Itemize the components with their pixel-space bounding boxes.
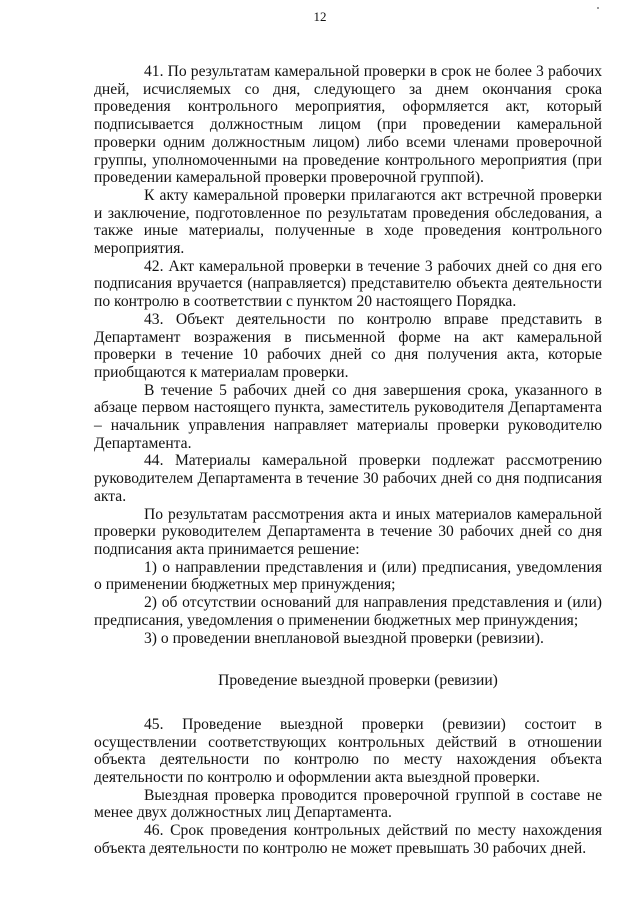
document-body — [94, 63, 602, 858]
decision-item-1: 1) о направлении представления и (или) предписания, уведомления о применении бюджетных мер принуждения; — [94, 558, 602, 594]
paragraph-42: 42. Акт камеральной проверки в течение 3 рабочих дней со дня его подписания вручается (направляется) представителю объекта деятельности по контролю в соответствии с пунктом 20 настоящего Порядка. — [94, 257, 602, 311]
paragraph-41: 41. По результатам камеральной проверки в срок не более 3 рабочих дней, исчисляемых со дня, следующего за днем окончания срока проведения контрольного мероприятия, оформляется акт, который подписывается должностным лицом (при проведении камеральной проверки одним должностным лицом) либо всеми членами проверочной группы, уполномоченными на проведение контрольного мероприятия (при проведении камеральной проверки проверочной группой). — [94, 63, 602, 187]
decision-item-2: 2) об отсутствии оснований для направления представления и (или) предписания, уведомления о применении бюджетных мер принуждения; — [94, 594, 602, 629]
paragraph-45-group: Выездная проверка проводится проверочной группой в составе не менее двух должностных лиц Департамента. — [94, 786, 602, 822]
paragraph-43: 43. Объект деятельности по контролю вправе представить в Департамент возражения в письменной форме на акт камеральной проверки в течение 10 рабочих дней со дня получения акта, которые приобщаются к материалам проверки. — [94, 310, 602, 381]
paragraph-45: 45. Проведение выездной проверки (ревизии) состоит в осуществлении соответствующих контрольных действий в отношении объекта деятельности по контролю по месту нахождения объекта деятельности по контролю и оформлении акта выездной проверки. — [94, 715, 602, 787]
paragraph-44-decision: По результатам рассмотрения акта и иных материалов камеральной проверки руководителем Департамента в течение 30 рабочих дней со дня подписания акта принимается решение: — [94, 505, 602, 558]
paragraph-41-attachments: К акту камеральной проверки прилагаются акт встречной проверки и заключение, подготовленное по результатам проведения обследования, а также иные материалы, полученные в ходе проведения контрольного мероприятия. — [94, 186, 602, 258]
paragraph-46: 46. Срок проведения контрольных действий по месту нахождения объекта деятельности по контролю не может превышать 30 рабочих дней. — [94, 822, 602, 857]
paragraph-43-deadline: В течение 5 рабочих дней со дня завершения срока, указанного в абзаце первом настоящего пункта, заместитель руководителя Департамента – начальник управления направляет материалы проверки руководителю Департамента. — [94, 381, 602, 452]
decision-item-3: 3) о проведении внеплановой выездной проверки (ревизии). — [144, 629, 544, 647]
paragraph-44: 44. Материалы камеральной проверки подлежат рассмотрению руководителем Департамента в течение 30 рабочих дней со дня подписания акта. — [94, 452, 602, 505]
page-number: 12 — [313, 9, 327, 24]
section-heading: Проведение выездной проверки (ревизии) — [218, 672, 498, 690]
